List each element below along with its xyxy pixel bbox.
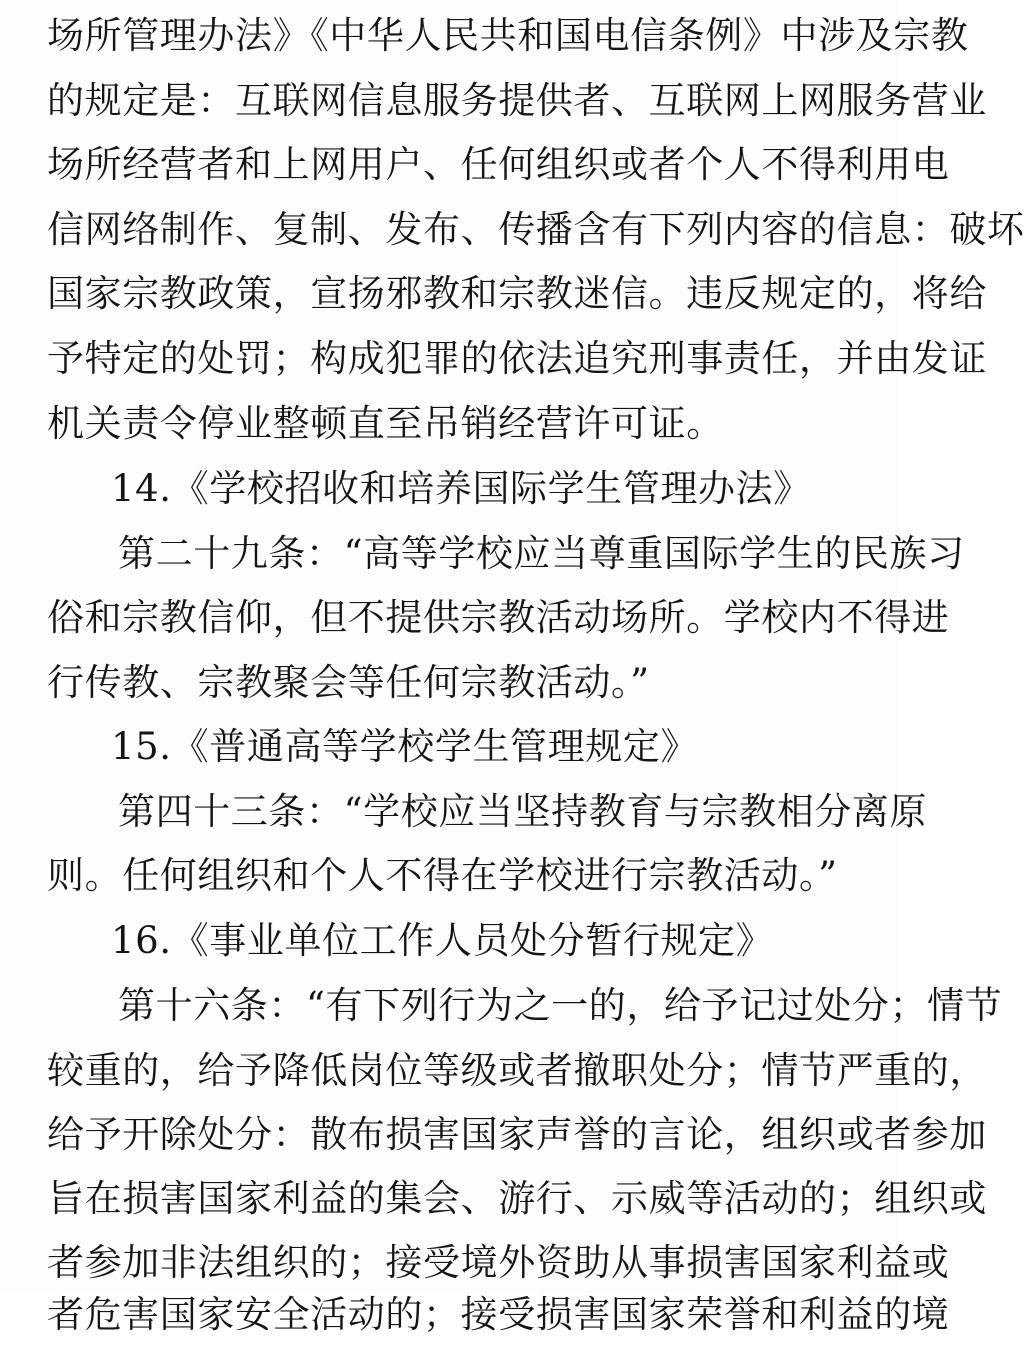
- body-text-line: 给予开除处分：散布损害国家声誉的言论，组织或者参加: [47, 1113, 987, 1156]
- section-heading: 15.《普通高等学校学生管理规定》: [111, 725, 699, 768]
- body-text-line: 旨在损害国家利益的集会、游行、示威等活动的；组织或: [47, 1177, 987, 1220]
- body-text-line: 予特定的处罚；构成犯罪的依法追究刑事责任，并由发证: [47, 337, 987, 380]
- body-text-line: 场所管理办法》《中华人民共和国电信条例》中涉及宗教: [47, 14, 969, 57]
- body-text-line: 的规定是：互联网信息服务提供者、互联网上网服务营业: [47, 79, 987, 122]
- body-text-line: 行传教、宗教聚会等任何宗教活动。”: [47, 661, 650, 704]
- body-text-line: 机关责令停业整顿直至吊销经营许可证。: [47, 402, 724, 445]
- section-heading: 16.《事业单位工作人员处分暂行规定》: [111, 919, 774, 962]
- body-text-line: 信网络制作、复制、发布、传播含有下列内容的信息：破坏: [47, 208, 1025, 251]
- body-text-line: 者危害国家安全活动的；接受损害国家荣誉和利益的境: [47, 1293, 950, 1336]
- article-text-line: 第四十三条：“学校应当坚持教育与宗教相分离原: [118, 790, 928, 833]
- body-text-line: 俗和宗教信仰，但不提供宗教活动场所。学校内不得进: [47, 596, 950, 639]
- body-text-line: 场所经营者和上网用户、任何组织或者个人不得利用电: [47, 143, 950, 186]
- body-text-line: 则。任何组织和个人不得在学校进行宗教活动。”: [47, 854, 838, 897]
- section-heading: 14.《学校招收和培养国际学生管理办法》: [111, 467, 811, 510]
- article-text-line: 第二十九条：“高等学校应当尊重国际学生的民族习: [118, 532, 965, 575]
- body-text-line: 较重的，给予降低岗位等级或者撤职处分；情节严重的，: [47, 1049, 987, 1092]
- body-text-line: 国家宗教政策，宣扬邪教和宗教迷信。违反规定的，将给: [47, 272, 987, 315]
- body-text-line: 者参加非法组织的；接受境外资助从事损害国家利益或: [47, 1241, 950, 1284]
- article-text-line: 第十六条：“有下列行为之一的，给予记过处分；情节: [118, 984, 1003, 1027]
